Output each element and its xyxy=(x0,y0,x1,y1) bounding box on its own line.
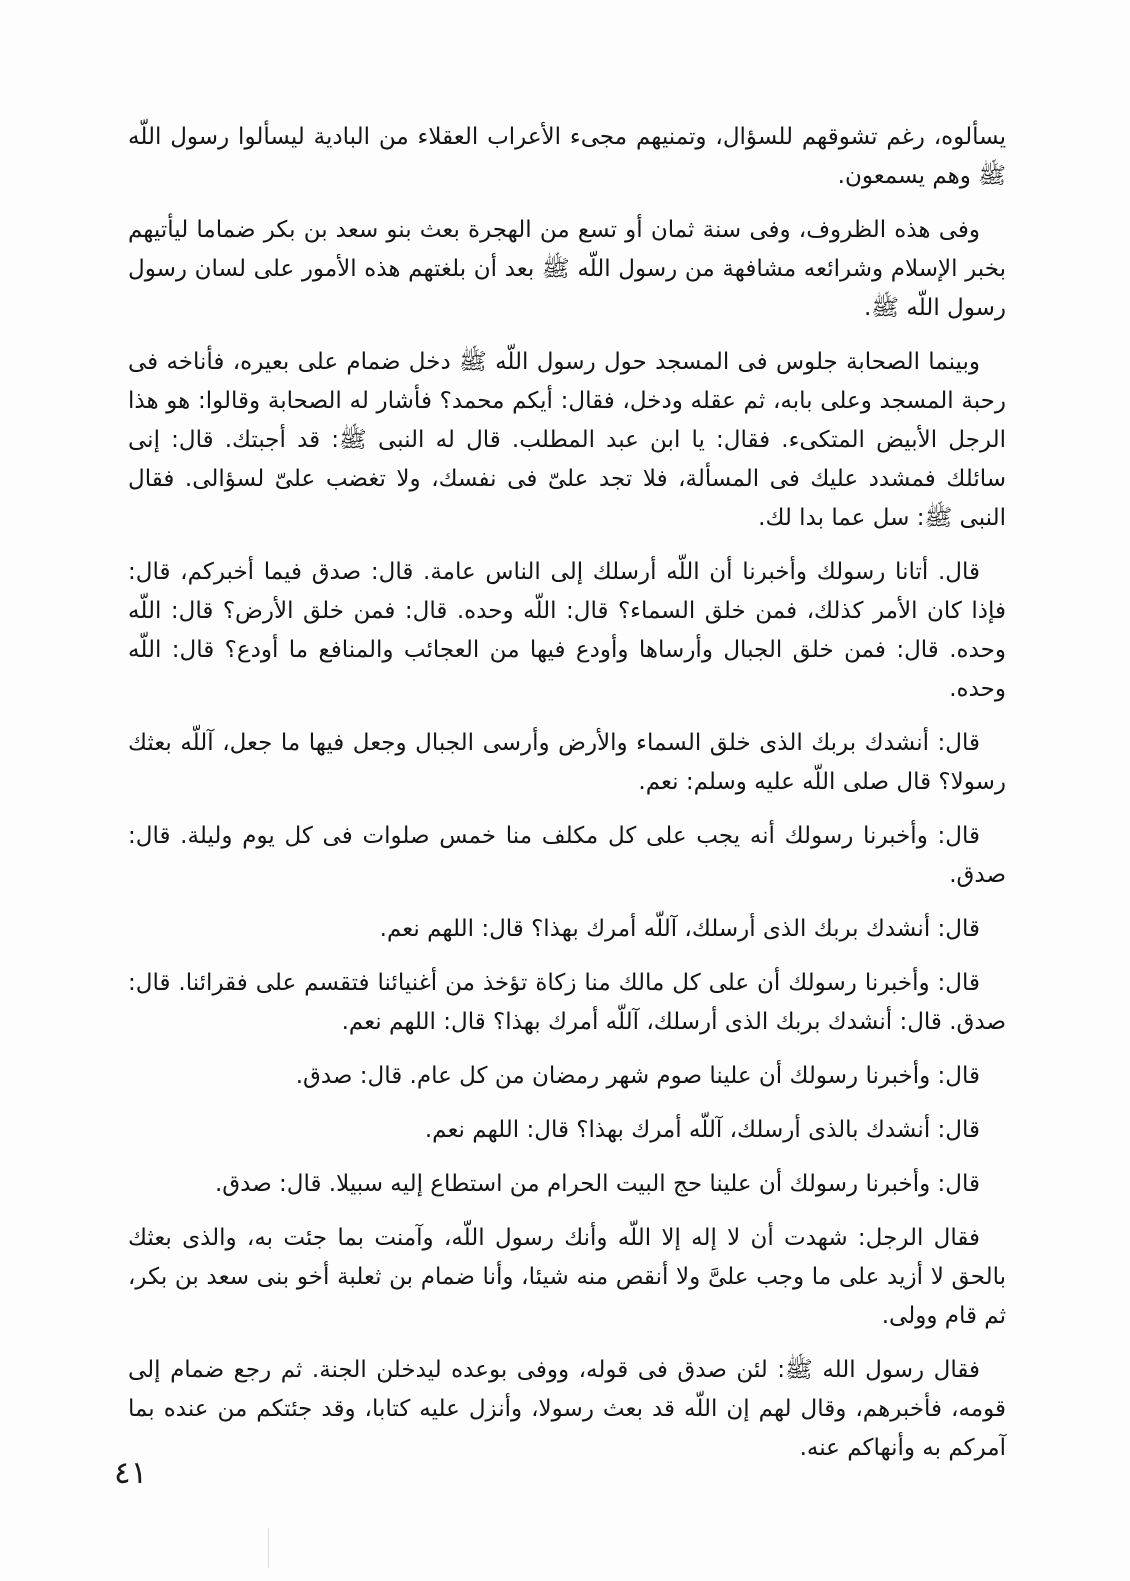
paragraph-2: وفى هذه الظروف، وفى سنة ثمان أو تسع من الهجرة بعث بنو سعد بن بكر ضماما ليأتيهم بخبر الإسلام وشرائعه مشافهة من رسول اللّه ﷺ بعد أن بلغتهم هذه الأمور على لسان رسول رسول اللّه ﷺ. xyxy=(128,217,1006,321)
paragraph-5: قال: أنشدك بربك الذى خلق السماء والأرض وأرسى الجبال وجعل فيها ما جعل، آللّه بعثك رسولا؟ قال صلى اللّه عليه وسلم: نعم. xyxy=(128,730,1006,795)
paragraph-8: قال: وأخبرنا رسولك أن على كل مالك منا زكاة تؤخذ من أغنيائنا فتقسم على فقرائنا. قال: صدق. قال: أنشدك بربك الذى أرسلك، آللّه أمرك بهذا؟ قال: اللهم نعم. xyxy=(128,970,1006,1035)
paragraph-13: فقال رسول الله ﷺ: لئن صدق فى قوله، ووفى بوعده ليدخلن الجنة. ثم رجع ضمام إلى قومه، فأخبرهم، وقال لهم إن اللّه قد بعث رسولا، وأنزل عليه كتابا، وقد جئتكم من عنده بما آمركم به وأنهاكم عنه. xyxy=(128,1357,1006,1461)
page-number: ٤١ xyxy=(114,1455,148,1491)
paragraph-11: قال: وأخبرنا رسولك أن علينا حج البيت الحرام من استطاع إليه سبيلا. قال: صدق. xyxy=(214,1171,980,1197)
paragraph-3: وبينما الصحابة جلوس فى المسجد حول رسول اللّه ﷺ دخل ضمام على بعيره، فأناخه فى رحبة المسجد وعلى بابه، ثم عقله ودخل، فقال: أيكم محمد؟ فأشار له الصحابة وقالوا: هو هذا الرجل الأبيض المتكىء. فقال: يا ابن عبد المطلب. قال له النبى ﷺ: قد أجبتك. قال: إنى سائلك فمشدد عليك فى المسألة، فلا تجد علىّ فى نفسك، ولا تغضب علىّ لسؤالى. فقال النبى ﷺ: سل عما بدا لك. xyxy=(128,349,1006,531)
paragraph-7: قال: أنشدك بربك الذى أرسلك، آللّه أمرك بهذا؟ قال: اللهم نعم. xyxy=(379,916,980,942)
paragraph-12: فقال الرجل: شهدت أن لا إله إلا اللّه وأنك رسول اللّه، وآمنت بما جئت به، والذى بعثك بالحق لا أزيد على ما وجب علىَّ ولا أنقص منه شيئا، وأنا ضمام بن ثعلبة أخو بنى سعد بن بكر، ثم قام وولى. xyxy=(128,1225,1006,1329)
paragraph-9: قال: وأخبرنا رسولك أن علينا صوم شهر رمضان من كل عام. قال: صدق. xyxy=(295,1063,980,1089)
body-text xyxy=(128,118,1006,1483)
paragraph-10: قال: أنشدك بالذى أرسلك، آللّه أمرك بهذا؟ قال: اللهم نعم. xyxy=(424,1117,980,1143)
scan-artifact-line xyxy=(268,1528,269,1568)
paragraph-4: قال. أتانا رسولك وأخبرنا أن اللّه أرسلك إلى الناس عامة. قال: صدق فيما أخبركم، قال: فإذا كان الأمر كذلك، فمن خلق السماء؟ قال: اللّه وحده. قال: فمن خلق الأرض؟ قال: اللّه وحده. قال: فمن خلق الجبال وأرساها وأودع فيها من العجائب والمنافع ما أودع؟ قال: اللّه وحده. xyxy=(128,559,1006,702)
paragraph-6: قال: وأخبرنا رسولك أنه يجب على كل مكلف منا خمس صلوات فى كل يوم وليلة. قال: صدق. xyxy=(128,823,1006,888)
paragraph-1: يسألوه، رغم تشوقهم للسؤال، وتمنيهم مجىء الأعراب العقلاء من البادية ليسألوا رسول اللّه ﷺ وهم يسمعون. xyxy=(128,124,1006,189)
